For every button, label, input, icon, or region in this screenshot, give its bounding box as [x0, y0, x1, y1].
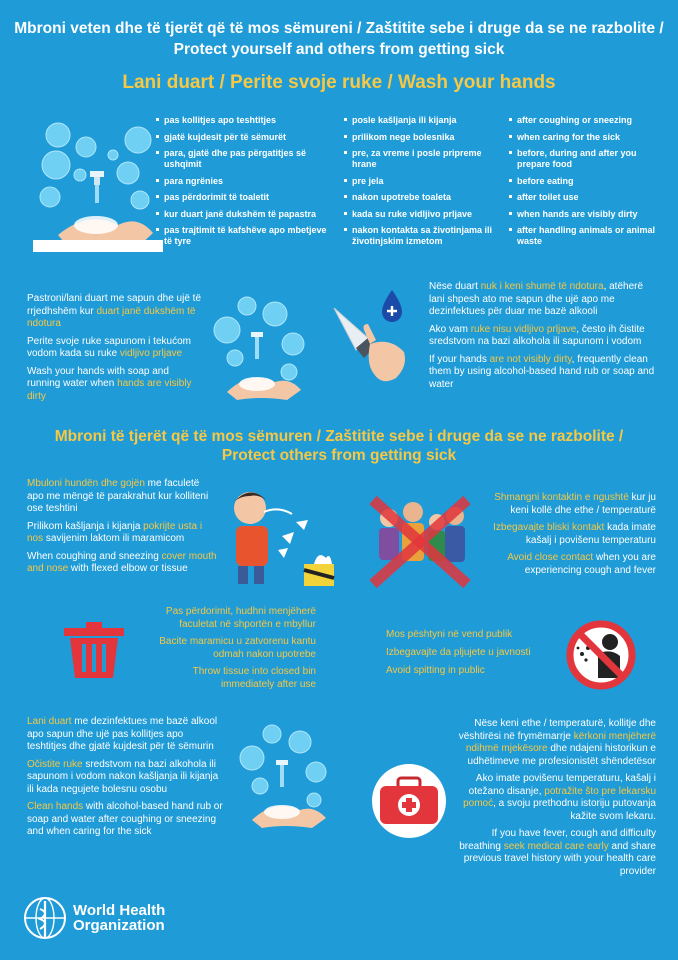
who-logo: [22, 895, 165, 941]
bin-albanian: Pas përdorimit, hudhni menjëherë faculetat në shportën e mbyllur: [165, 606, 316, 630]
protect-title-line-1: Mbroni të tjerët që të mos sëmuren / Zaštitite sebe i druge da se ne razbolite /: [54, 428, 624, 445]
who-name-line-1: World Health: [73, 902, 166, 919]
list-item: before, during and after you prepare food: [508, 148, 668, 170]
fever-english-rest: and share previous travel history with your health care provider: [463, 840, 656, 877]
hand-rub-illustration: [330, 282, 430, 392]
rub-english-rest: , frequently clean them by using alcohol-based hand rub or soap and water: [429, 353, 655, 390]
rub-english: If your hands: [429, 353, 490, 365]
list-item: prilikom nege bolesnika: [343, 132, 503, 143]
protect-title: [0, 427, 678, 465]
contact-albanian: kur ju keni kollë dhe ethe / temperaturë: [510, 492, 656, 516]
who-wordmark: [73, 903, 165, 933]
list-item: when caring for the sick: [508, 132, 668, 143]
fever-bosnian: Ako imate povišenu temperaturu, kašalj i otežano disanje,: [468, 773, 656, 797]
spit-text: [386, 628, 561, 682]
list-item: kur duart janë dukshëm të papastra: [155, 209, 330, 220]
cover-english-rest: with flexed elbow or tissue: [68, 563, 188, 574]
who-emblem-icon: [22, 895, 68, 941]
rub-bosnian-rest: , često ih čistite sredstvom na bazi alkohola ili sapunom i vodom: [429, 323, 645, 347]
trash-bin-icon: [62, 620, 126, 680]
clean-english: with alcohol-based hand rub or soap and water after coughing or sneezing and when caring for the sick: [27, 801, 223, 837]
first-aid-kit-icon: [368, 764, 450, 838]
rub-albanian-rest: , atëherë lani shpesh ato me sapun dhe ujë apo me dezinfektues për duar me bazë alkooli: [429, 281, 644, 317]
fever-albanian-highlight: kërkoni menjëherë ndihmë mjekësore: [465, 730, 656, 754]
cover-bosnian: Prilikom kašljanja i kijanja: [27, 520, 144, 532]
wash-list-bosnian: [343, 115, 503, 253]
contact-text: [478, 492, 656, 582]
list-item: when hands are visibly dirty: [508, 209, 668, 220]
fever-bosnian-rest: , a svoju prethodnu istoriju putovanja kažite svom lekaru.: [493, 798, 656, 822]
list-item: pas kollitjes apo teshtitjes: [155, 115, 330, 126]
avoid-contact-illustration: [365, 492, 475, 592]
who-name-line-2: Organization: [73, 917, 165, 934]
list-item: nakon kontakta sa životinjama ili životinjskim izmetom: [343, 225, 503, 247]
rub-albanian-highlight: nuk i keni shumë të ndotura: [480, 281, 604, 292]
header-line-2: Protect yourself and others from getting sick: [173, 41, 505, 58]
soap-bosnian-highlight: vidljivo prljave: [119, 348, 183, 359]
list-item: para, gjatë dhe pas përgatitjes së ushqimit: [155, 148, 330, 170]
cover-text: [27, 478, 217, 581]
fever-english: If you have fever, cough and difficulty breathing: [459, 828, 656, 852]
fever-english-highlight: seek medical care early: [503, 840, 609, 852]
soap-text: [27, 293, 202, 408]
clean-bosnian: sredstvom na bazi alkohola ili sapunom i vodom nakon kašljanja ili kijanja ili kada negujete bolesnu osobu: [27, 758, 219, 795]
wash-list-albanian: [155, 115, 330, 253]
list-item: para ngrënies: [155, 176, 330, 187]
list-item: nakon upotrebe toaleta: [343, 192, 503, 203]
soap-bosnian: Perite svoje ruke sapunom i tekućom vodom kada su ruke: [27, 335, 191, 359]
bin-english: Throw tissue into closed bin immediately after use: [192, 666, 316, 690]
list-item: posle kašljanja ili kijanja: [343, 115, 503, 126]
rub-bosnian-highlight: ruke nisu vidljivo prljave: [470, 323, 577, 335]
header-line-1: Mbroni veten dhe të tjerët që të mos sëmureni / Zaštitite sebe i druge da se ne razbolite /: [14, 20, 664, 37]
clean-hands-illustration: [232, 722, 332, 834]
list-item: pre, za vreme i posle pripreme hrane: [343, 148, 503, 170]
cover-english-highlight: cover mouth and nose: [27, 550, 217, 574]
clean-albanian: me dezinfektues me bazë alkool apo sapun dhe ujë pas kollitjes apo teshtitjes dhe gjatë kujdesit për të sëmurin: [27, 716, 218, 752]
spit-bosnian: Izbegavajte da pljujete u javnosti: [386, 647, 531, 658]
clean-bosnian-highlight: Očistite ruke: [27, 758, 83, 770]
soap-water-illustration: [205, 292, 310, 407]
list-item: pre jela: [343, 176, 503, 187]
wash-title: Lani duart / Perite svoje ruke / Wash your hands: [122, 72, 556, 93]
rub-bosnian: Ako vam: [429, 323, 471, 335]
fever-text: [452, 718, 656, 883]
bin-bosnian: Bacite maramicu u zatvorenu kantu odmah nakon upotrebe: [159, 636, 316, 660]
cover-albanian: me faculetë apo me mëngë të parakrahut kur kolliteni ose teshtini: [27, 478, 209, 514]
soap-english-highlight: hands are visibly dirty: [27, 378, 192, 402]
no-spitting-icon: [564, 618, 638, 692]
list-item: pas trajtimit të kafshëve apo mbetjeve të tyre: [155, 225, 330, 247]
cover-albanian-highlight: Mbuloni hundën dhe gojën: [27, 478, 145, 489]
list-item: kada su ruke vidljivo prljave: [343, 209, 503, 220]
list-item: pas përdorimit të toaletit: [155, 192, 330, 203]
wash-list-english: [508, 115, 668, 253]
soap-english: Wash your hands with soap and running water when: [27, 365, 169, 389]
cover-english: When coughing and sneezing: [27, 550, 162, 562]
list-item: after coughing or sneezing: [508, 115, 668, 126]
list-item: before eating: [508, 176, 668, 187]
clean-text: [27, 716, 225, 844]
main-header: [0, 18, 678, 60]
spit-english: Avoid spitting in public: [386, 665, 485, 676]
clean-english-highlight: Clean hands: [27, 801, 84, 812]
spit-albanian: Mos pështyni në vend publik: [386, 629, 513, 640]
fever-albanian: Nëse keni ethe / temperaturë, kollitje dhe vështirësi në frymëmarrje: [458, 718, 656, 742]
rub-english-highlight: are not visibly dirty: [489, 353, 572, 365]
fever-bosnian-highlight: potražite što pre lekarsku pomoć: [463, 785, 656, 809]
contact-albanian-highlight: Shmangni kontaktin e ngushtë: [494, 492, 629, 503]
clean-albanian-highlight: Lani duart: [27, 716, 72, 727]
rub-text: [429, 281, 661, 396]
contact-english-highlight: Avoid close contact: [507, 552, 594, 563]
cover-bosnian-rest: savijenim laktom ili maramicom: [43, 533, 185, 544]
sneeze-illustration: [218, 478, 348, 593]
protect-title-line-2: Protect others from getting sick: [221, 447, 457, 464]
fever-albanian-rest: dhe ndajeni historikun e udhëtimeve me profesionistët shëndetësor: [467, 743, 656, 767]
list-item: after toilet use: [508, 192, 668, 203]
contact-bosnian: kada imate kašalj i povišenu temperaturu: [525, 522, 656, 546]
contact-english: when you are experiencing cough and fever: [524, 552, 656, 576]
soap-albanian-highlight: duart janë dukshëm të ndotura: [27, 305, 196, 329]
handwash-illustration: [28, 115, 168, 265]
list-item: gjatë kujdesit për të sëmurët: [155, 132, 330, 143]
cover-bosnian-highlight: pokrijte usta i nos: [27, 520, 203, 544]
rub-albanian: Nëse duart: [429, 281, 481, 292]
soap-albanian: Pastroni/lani duart me sapun dhe ujë të rrjedhshëm kur: [27, 293, 201, 317]
bin-text: [150, 606, 316, 696]
list-item: after handling animals or animal waste: [508, 225, 668, 247]
contact-bosnian-highlight: Izbegavajte bliski kontakt: [493, 522, 605, 533]
